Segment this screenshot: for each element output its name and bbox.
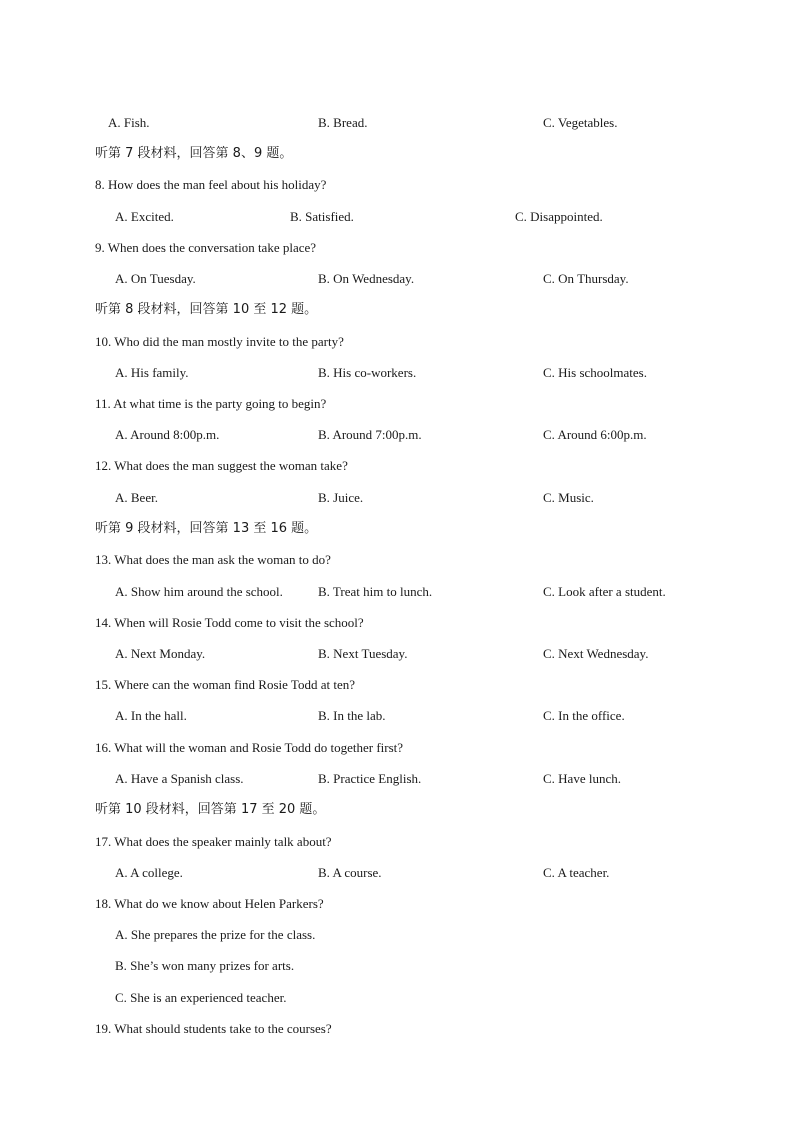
- question-19-stem: 19. What should students take to the courses?: [95, 1021, 332, 1036]
- q15-option-c: C. In the office.: [543, 708, 625, 723]
- question-12-stem: 12. What does the man suggest the woman take?: [95, 458, 348, 473]
- question-16-stem: 16. What will the woman and Rosie Todd do together first?: [95, 740, 404, 755]
- q8-option-c: C. Disappointed.: [515, 209, 603, 224]
- question-13-stem: 13. What does the man ask the woman to do?: [95, 552, 331, 567]
- q17-option-c: C. A teacher.: [543, 865, 610, 880]
- q7-option-b: B. Bread.: [318, 115, 368, 130]
- question-14-stem: 14. When will Rosie Todd come to visit the school?: [95, 615, 364, 630]
- q9-option-c: C. On Thursday.: [543, 271, 629, 286]
- q10-option-a: A. His family.: [115, 365, 189, 380]
- section-7-instruction: 听第 7 段材料，回答第 8、9 题。: [95, 146, 293, 161]
- q15-option-a: A. In the hall.: [115, 708, 187, 723]
- q7-option-c: C. Vegetables.: [543, 115, 618, 130]
- q13-option-b: B. Treat him to lunch.: [318, 584, 433, 599]
- question-17-stem: 17. What does the speaker mainly talk about?: [95, 834, 332, 849]
- question-10-stem: 10. Who did the man mostly invite to the party?: [95, 334, 344, 349]
- q18-option-c: C. She is an experienced teacher.: [115, 990, 287, 1005]
- q12-option-a: A. Beer.: [115, 490, 158, 505]
- section-9-instruction: 听第 9 段材料，回答第 13 至 16 题。: [95, 521, 318, 536]
- q8-option-b: B. Satisfied.: [290, 209, 354, 224]
- q10-option-c: C. His schoolmates.: [543, 365, 647, 380]
- q18-option-a: A. She prepares the prize for the class.: [115, 927, 316, 942]
- q9-option-b: B. On Wednesday.: [318, 271, 415, 286]
- q16-option-c: C. Have lunch.: [543, 771, 621, 786]
- q13-option-c: C. Look after a student.: [543, 584, 666, 599]
- q17-option-a: A. A college.: [115, 865, 183, 880]
- section-8-instruction: 听第 8 段材料，回答第 10 至 12 题。: [95, 302, 318, 317]
- q14-option-c: C. Next Wednesday.: [543, 646, 649, 661]
- q10-option-b: B. His co-workers.: [318, 365, 417, 380]
- q16-option-b: B. Practice English.: [318, 771, 422, 786]
- q17-option-b: B. A course.: [318, 865, 382, 880]
- q14-option-b: B. Next Tuesday.: [318, 646, 408, 661]
- question-9-stem: 9. When does the conversation take place?: [95, 240, 317, 255]
- q16-option-a: A. Have a Spanish class.: [115, 771, 244, 786]
- q11-option-a: A. Around 8:00p.m.: [115, 427, 220, 442]
- question-11-stem: 11. At what time is the party going to begin?: [95, 396, 327, 411]
- q11-option-b: B. Around 7:00p.m.: [318, 427, 422, 442]
- q14-option-a: A. Next Monday.: [115, 646, 206, 661]
- section-10-instruction: 听第 10 段材料，回答第 17 至 20 题。: [95, 802, 326, 817]
- q12-option-c: C. Music.: [543, 490, 594, 505]
- question-18-stem: 18. What do we know about Helen Parkers?: [95, 896, 324, 911]
- q9-option-a: A. On Tuesday.: [115, 271, 196, 286]
- q11-option-c: C. Around 6:00p.m.: [543, 427, 647, 442]
- q12-option-b: B. Juice.: [318, 490, 364, 505]
- q18-option-b: B. She’s won many prizes for arts.: [115, 958, 295, 973]
- question-8-stem: 8. How does the man feel about his holiday?: [95, 177, 327, 192]
- q15-option-b: B. In the lab.: [318, 708, 386, 723]
- q7-option-a: A. Fish.: [108, 115, 150, 130]
- q8-option-a: A. Excited.: [115, 209, 174, 224]
- question-15-stem: 15. Where can the woman find Rosie Todd at ten?: [95, 677, 355, 692]
- q13-option-a: A. Show him around the school.: [115, 584, 283, 599]
